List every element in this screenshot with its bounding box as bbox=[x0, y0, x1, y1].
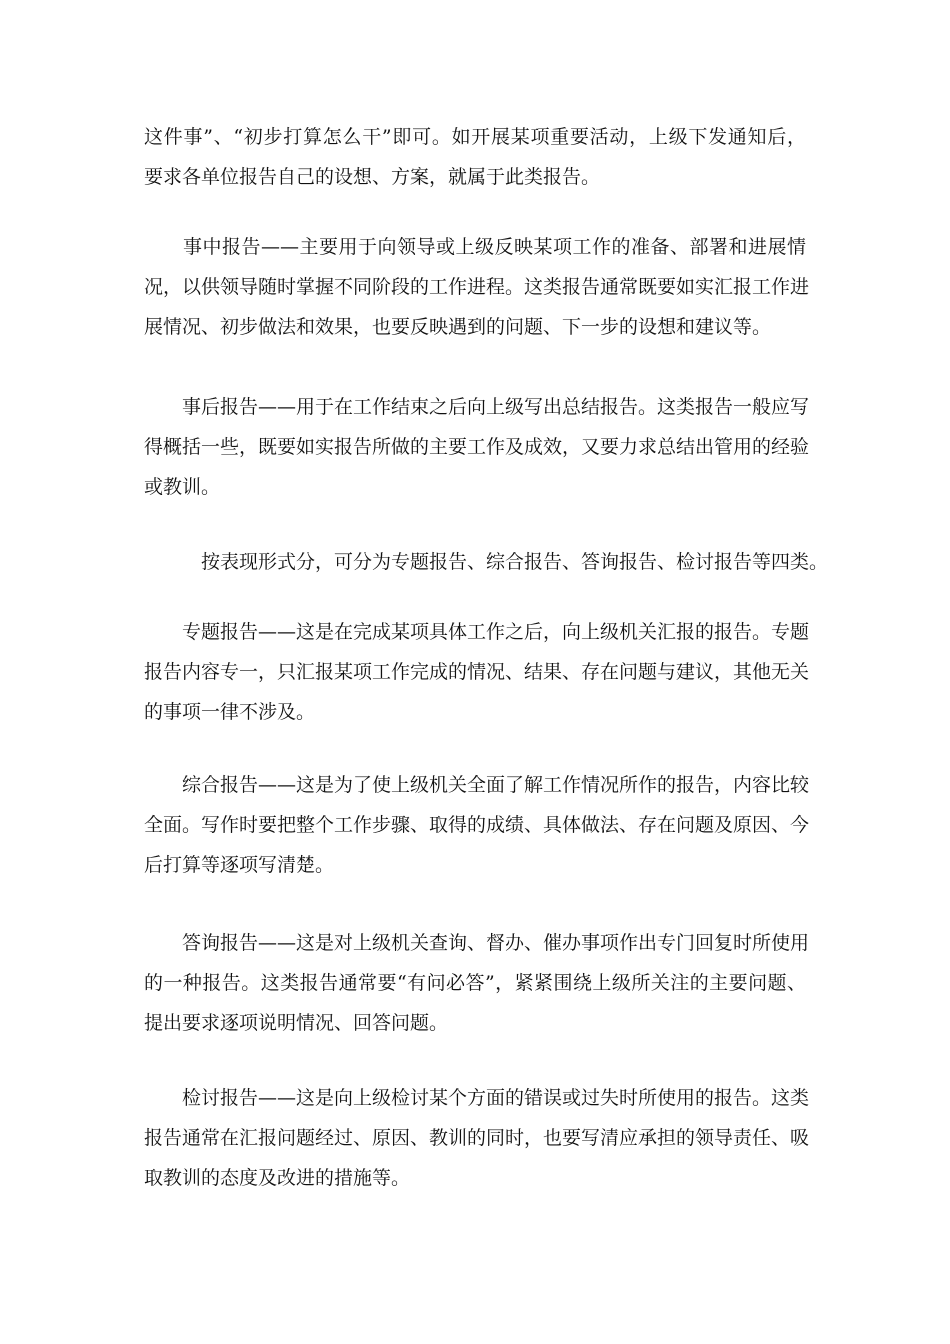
paragraph-self-criticism-report bbox=[144, 1078, 810, 1198]
text-line: 况，以供领导随时掌握不同阶段的工作进程。这类报告通常既要如实汇报工作进 bbox=[144, 276, 810, 298]
paragraph-classification-by-form bbox=[144, 542, 829, 582]
text-line: 检讨报告——这是向上级检讨某个方面的错误或过失时所使用的报告。这类 bbox=[144, 1087, 810, 1109]
paragraph-reply-report bbox=[144, 923, 810, 1043]
paragraph-in-process-report bbox=[144, 227, 810, 347]
text-line: 事中报告——主要用于向领导或上级反映某项工作的准备、部署和进展情 bbox=[144, 236, 806, 258]
text-line: 答询报告——这是对上级机关查询、督办、催办事项作出专门回复时所使用 bbox=[144, 932, 810, 954]
text-line: 专题报告——这是在完成某项具体工作之后，向上级机关汇报的报告。专题 bbox=[144, 621, 810, 643]
text-line: 报告通常在汇报问题经过、原因、教训的同时，也要写清应承担的领导责任、吸 bbox=[144, 1127, 810, 1149]
paragraph-intro-continued bbox=[144, 117, 806, 197]
text-line: 综合报告——这是为了使上级机关全面了解工作情况所作的报告，内容比较 bbox=[144, 774, 810, 796]
text-line: 这件事”、“初步打算怎么干”即可。如开展某项重要活动，上级下发通知后， bbox=[144, 126, 806, 148]
paragraph-post-report bbox=[144, 387, 810, 507]
text-line: 取教训的态度及改进的措施等。 bbox=[144, 1167, 411, 1189]
paragraph-comprehensive-report bbox=[144, 765, 810, 885]
paragraph-special-report bbox=[144, 612, 810, 732]
text-line: 全面。写作时要把整个工作步骤、取得的成绩、具体做法、存在问题及原因、今 bbox=[144, 814, 810, 836]
text-line: 事后报告——用于在工作结束之后向上级写出总结报告。这类报告一般应写 bbox=[144, 396, 810, 418]
text-line: 提出要求逐项说明情况、回答问题。 bbox=[144, 1012, 449, 1034]
text-line: 展情况、初步做法和效果，也要反映遇到的问题、下一步的设想和建议等。 bbox=[144, 316, 772, 338]
text-line: 或教训。 bbox=[144, 476, 221, 498]
text-line: 后打算等逐项写清楚。 bbox=[144, 854, 335, 876]
text-line: 要求各单位报告自己的设想、方案，就属于此类报告。 bbox=[144, 166, 601, 188]
text-line: 的一种报告。这类报告通常要“有问必答”，紧紧围绕上级所关注的主要问题、 bbox=[144, 972, 806, 994]
text-line: 按表现形式分，可分为专题报告、综合报告、答询报告、检讨报告等四类。 bbox=[144, 551, 829, 573]
text-line: 的事项一律不涉及。 bbox=[144, 701, 316, 723]
text-line: 得概括一些，既要如实报告所做的主要工作及成效，又要力求总结出管用的经验 bbox=[144, 436, 810, 458]
text-line: 报告内容专一，只汇报某项工作完成的情况、结果、存在问题与建议，其他无关 bbox=[144, 661, 810, 683]
